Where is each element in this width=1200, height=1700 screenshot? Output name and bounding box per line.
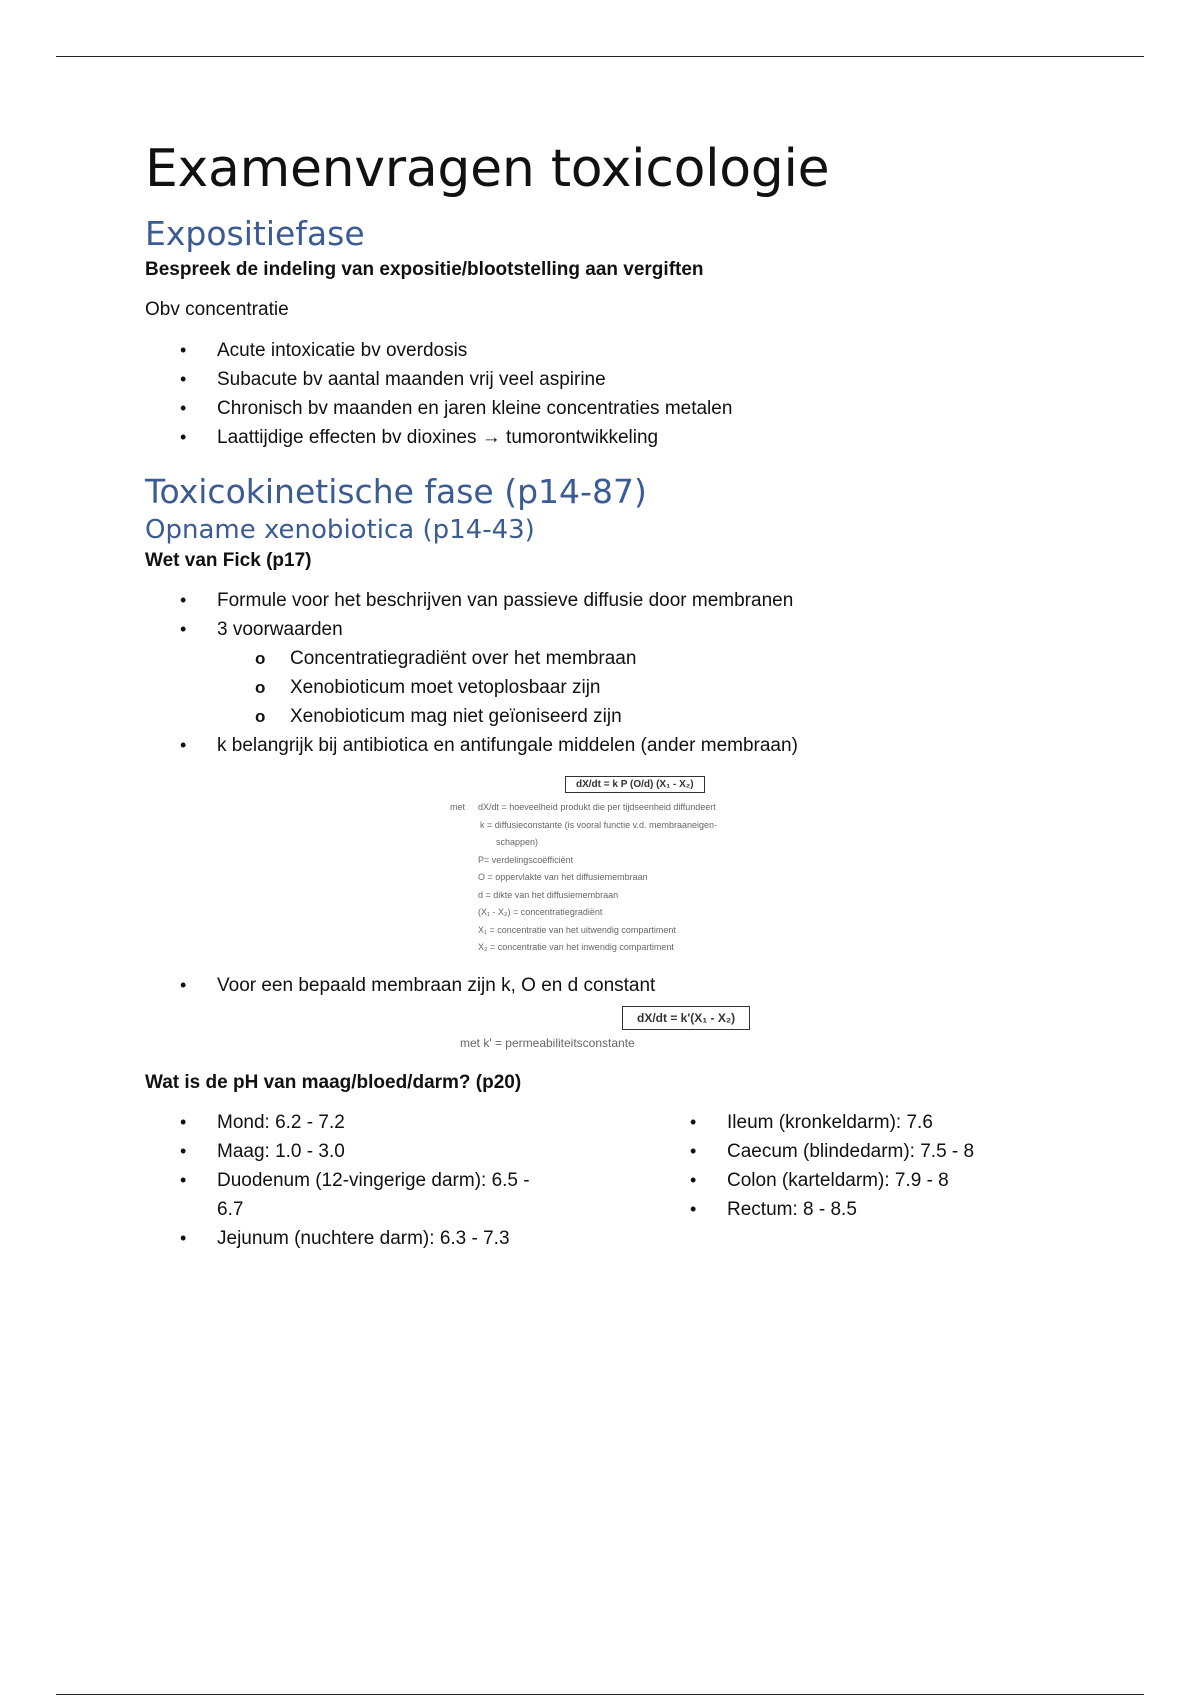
list-item: • k belangrijk bij antibiotica en antifungale middelen (ander membraan) — [145, 731, 1045, 760]
list-item: • Chronisch bv maanden en jaren kleine concentraties metalen — [145, 394, 1045, 423]
intro-text: Obv concentratie — [145, 298, 289, 320]
question-fick: Wet van Fick (p17) — [145, 550, 312, 572]
section-heading-toxicokinetisch: Toxicokinetische fase (p14-87) — [145, 471, 647, 511]
list-item: • Formule voor het beschrijven van passieve diffusie door membranen — [145, 586, 1045, 615]
question-ph: Wat is de pH van maag/bloed/darm? (p20) — [145, 1071, 522, 1093]
permeability-note: met k' = permeabiliteitsconstante — [460, 1035, 635, 1050]
sub-list-item: o Xenobioticum mag niet geïoniseerd zijn — [145, 702, 1045, 731]
permeability-formula-box: dX/dt = k'(X₁ - X₂) — [622, 1006, 750, 1030]
document-title: Examenvragen toxicologie — [145, 139, 830, 199]
header-rule — [56, 56, 1144, 57]
fick-formula-image — [450, 776, 770, 957]
permeability-formula-image — [450, 1006, 770, 1050]
formula-line: X₂ = concentratie van het inwendig compartiment — [478, 942, 674, 953]
list-item: • Ileum (kronkeldarm): 7.6 — [655, 1108, 1045, 1137]
sub-list-item: o Concentratiegradiënt over het membraan — [145, 644, 1045, 673]
ph-list-left — [145, 1108, 655, 1253]
list-item: • Acute intoxicatie bv overdosis — [145, 336, 1045, 365]
fick-formula-box: dX/dt = k P (O/d) (X₁ - X₂) — [565, 776, 705, 793]
list-item: • Caecum (blindedarm): 7.5 - 8 — [655, 1137, 1045, 1166]
fick-list — [145, 586, 1045, 760]
list-item: • Colon (karteldarm): 7.9 - 8 — [655, 1166, 1045, 1195]
formula-line: (X₁ - X₂) = concentratiegradiënt — [478, 907, 603, 918]
footer-rule — [56, 1694, 1144, 1695]
formula-line: dX/dt = hoeveelheid produkt die per tijdseenheid diffundeert — [478, 802, 716, 813]
formula-line: X₁ = concentratie van het uitwendig compartiment — [478, 924, 676, 935]
list-item: • Mond: 6.2 - 7.2 — [145, 1108, 655, 1137]
exposure-list — [145, 336, 1045, 452]
formula-line: k = diffusieconstante (is vooral functie v.d. membraaneigen- — [480, 819, 718, 830]
constant-list — [145, 971, 1045, 1000]
formula-met-label: met — [450, 802, 466, 813]
sub-list-item: o Xenobioticum moet vetoplosbaar zijn — [145, 673, 1045, 702]
document-body — [145, 140, 1045, 1253]
list-item: • Rectum: 8 - 8.5 — [655, 1195, 1045, 1224]
list-item: • Voor een bepaald membraan zijn k, O en d constant — [145, 971, 1045, 1000]
list-item: • Jejunum (nuchtere darm): 6.3 - 7.3 — [145, 1224, 655, 1253]
formula-line: O = oppervlakte van het diffusiemembraan — [478, 872, 648, 883]
ph-list-right — [655, 1108, 1045, 1253]
formula-line: d = dikte van het diffusiemembraan — [478, 889, 619, 900]
list-item: • Subacute bv aantal maanden vrij veel aspirine — [145, 365, 1045, 394]
list-item: • Laattijdige effecten bv dioxines → tumorontwikkeling — [145, 423, 1045, 452]
list-item: • Maag: 1.0 - 3.0 — [145, 1137, 655, 1166]
question-indeling: Bespreek de indeling van expositie/blootstelling aan vergiften — [145, 258, 704, 280]
formula-line: P= verdelingscoëfficiënt — [478, 854, 574, 865]
subheading-opname: Opname xenobiotica (p14-43) — [145, 514, 535, 545]
formula-line: schappen) — [496, 837, 539, 848]
ph-columns — [145, 1108, 1045, 1253]
list-item: • 3 voorwaarden — [145, 615, 1045, 644]
list-item: • Duodenum (12-vingerige darm): 6.5 - 6.7 — [145, 1166, 655, 1224]
section-heading-expositiefase: Expositiefase — [145, 214, 365, 254]
